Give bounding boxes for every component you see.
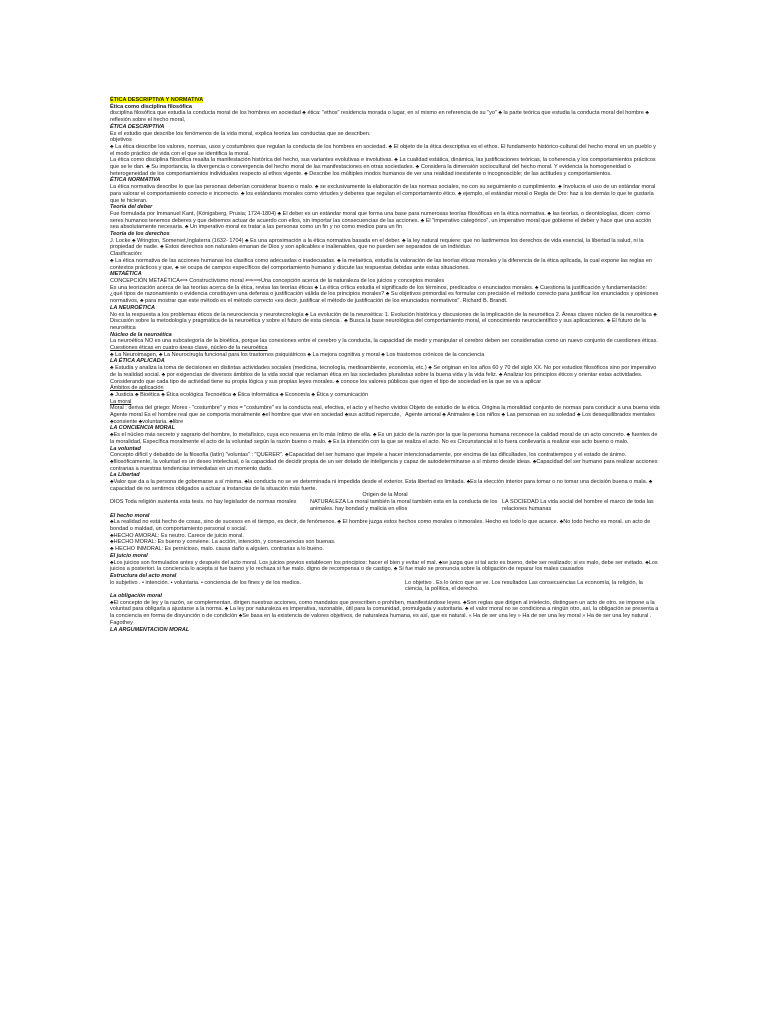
paragraph: La ética como disciplina filosófica resalta la manifestación histórica del hecho, sus variantes evolutivas e involutivas. ♣ La cualidad estática, dinámica, las justificaciones teóricas, la coherencia y los comportamientos prácticos que se le dan. ♣ Su importancia, la divergencia o convergencia del hecho moral de las manifestaciones en otras sociedades. ♣ Considera la dimensión sociocultural del hecho moral. Y evidencia la homogeneidad o heterogeneidad de los comportamientos individuales respecto al ethos vigente. ♣ Describe los múltiples modos humanos de ver una realidad inexistente o incognoscible; de las actitudes y comportamientos. xyxy=(110,157,656,177)
agente-amoral-cell: Agente amoral ♣ Animales ♣ Los niños ♣ Las personas en su soledad ♣ Los desequilibrados mentales xyxy=(405,412,655,419)
paragraph: ♣La realidad no está hecho de cosas, sino de sucesos en el tiempo, es decir, de fenómenos. ♣ El hombre juzga estos hechos como morales o inmorales. Hecho es todo lo que acaece. ♣No todo hecho es moral. un acto de bondad o maldad, un comportamiento personal o social. xyxy=(110,519,651,532)
origen-sociedad-cell: LA SOCIEDAD La vida social del hombre el marco de toda las relaciones humanas xyxy=(502,499,654,512)
origen-naturaleza-cell: NATURALEZA La moral también la moral también esta en la conducta de los animales. hay bondad y malicia en ellos xyxy=(310,499,498,512)
paragraph: ♣Valor que da a la persona de gobernarse a sí misma. ♣la conducta no se ve determinada ni impedida desde el exterior. Esta libertad es limitada. ♣Es la elección interior para tomar o no tomar una decisión buena o mala. ♣ capacidad de no sentirnos obligados a actuar a instancias de la situación más fuerte. xyxy=(110,479,653,492)
heading-obligacion-moral: La obligación moral xyxy=(110,593,162,600)
paragraph: Concepto difícil y debatido de la filosofía (latín) "voluntas" : "QUERER". ♣Capacidad del ser humano que impele a hacer intencionadamente, por encima de las dificultades, los contratiempos y el estado de ánimo. ♣filosóficamente, la voluntad es un deseo intelectual, o la capacidad de decidir propia de un ser dotado de inteligencia y capaz de autodeterminarse a sí mismo desde ideas. ♣Capacidad del ser humano para realizar acciones contrarias a nuestras tendencias inmediatas en un momento dado. xyxy=(110,452,658,472)
paragraph: ♣ La Neuroimagen, ♣ La Neurocirugía funcional para los trastornos psiquiátricos ♣ La mejora cognitiva y moral ♣ Los trastornos crónicos de la conciencia xyxy=(110,351,485,358)
paragraph: ♣ La ética describe los valores, normas, usos y costumbres que regulan la conducta de los hombres en sociedad. ♣ El objeto de la ética descriptiva es el ethos. El fundamento histórico-cultural del hecho moral en un pueblo y el modo práctico de vida con el que se identifica la moral. xyxy=(110,143,656,157)
paragraph: ♣ Estudia y analiza la toma de decisiones en distintas actividades sociales (medicina, tecnología, medioambiente, economía, etc.) ♣ Se originan en los años 60 y 70 del siglo XX. No por estudios filosóficos sino por imperativo de la realidad social. ♣ por exigencias de diversos ámbitos de la vida social que reclaman ética en las sociedades pluralistas sobre la buena vida y la vida feliz. ♣ Analizar los principios éticos y orientar estas actividades. Considerando que cada tipo de actividad tiene su propia lógica y sus propias leyes morales. ♣ conoce los valores públicos que rigen el tipo de sociedad en la que se va a aplicar xyxy=(110,365,657,385)
paragraph: La neuroética NO es una subcategoría de la bioética, porque las conexiones entre el cerebro y la conducta, la capacidad de medir y manipular el cerebro deben ser consideradas como un nuevo conjunto de cuestiones éticas. xyxy=(110,338,658,345)
paragraph: CONCEPCIÓN METAÉTICA⟺ Constructivismo moral ⟺⟹Una concepción acerca de la naturaleza de los juicios y conceptos morales xyxy=(110,277,445,284)
heading-metaetica: METAÉTICA xyxy=(110,271,142,278)
label-clasificacion: Clasificación: xyxy=(110,251,143,258)
paragraph: ♣ La ética normativa de las acciones humanas los clasifica como adecuadas o inadecuadas. ♣ la metaética, estudia la valoración de las teorías éticas morales y la diferencia de la ética aplicada, la cual expone las reglas en contextos prácticos y que, ♣ se ocupa de campos específicos del comportamiento humano y discute las respuestas debidas ante estas situaciones. xyxy=(110,257,652,271)
heading-etica-disciplina: Ética como disciplina filosófica xyxy=(110,103,192,110)
paragraph: Es una teorización acerca de las teorías acerca de la ética, revisa las teorías éticas ♣ La ética crítica estudia el significado de los términos, predicados o enunciados morales. ♣ Cuestiona la justificación y fundamentación: ¿qué tipos de razonamiento o evidencia constituyen una defensa o justificación válida de los principios morales? ♣ Su objetivos primordial es formular con precisión el método correcto para justificar los enunciados y opiniones normativos, ♣ para mostrar que este método es el método correcto «es decir, justificar el método de justificación de los enunciados normativos". Richard B. Brandt. xyxy=(110,284,659,305)
heading-nucleo-neuroetica: Núcleo de la neuroética xyxy=(110,331,172,338)
heading-cuestiones-eticas: Cuestiones éticas en cuatro áreas clave, núcleo de la neuroética xyxy=(110,345,268,352)
heading-neuroetica: LA NEUROÉTICA xyxy=(110,304,156,311)
list-item: ♣HECHO AMORAL: Es neutro. Carece de juicio moral. xyxy=(110,532,244,539)
heading-etica-descriptiva: ÉTICA DESCRIPTIVA xyxy=(110,123,165,130)
agente-moral-cell: Agente moral Es el hombre real que se comporta moralmente ♣el hombre que vive en sociedad ♣sus actitud repercute, ♣consiente ♣voluntaria. ♣libre xyxy=(110,412,401,425)
paragraph: Fue formulada por Immanuel Kant, (Königsberg, Prusia; 1724-1804) ♣ El deber es un estándar moral que forma una base para numerosas teorías filosóficas en la ética normativa. ♣ las teorías, o deontologías, dicen: como seres humanos tenemos deberes y que debemos actuar de acuerdo con ellos, sin importar las consecuencias de las acciones. ♣ El "imperativo categórico", un imperativo moral que gobierne el deber y hace que una acción sea absolutamente necesaria. ♣ Un imperativo moral es tratar a las personas como un fin y no como medios para un fin xyxy=(110,210,652,231)
heading-voluntad: La voluntad xyxy=(110,445,141,452)
heading-origen-moral: Origen de la Moral xyxy=(362,492,408,499)
heading-etica-aplicada: LA ÉTICA APLICADA xyxy=(110,358,165,365)
origen-dios-cell: DIOS Toda religión sustenta esta tesis. no hay legislador de normas morales xyxy=(110,499,297,506)
label-objetivos: objetivos xyxy=(110,137,132,144)
document-body xyxy=(110,97,660,633)
heading-la-moral: La moral xyxy=(110,398,132,405)
list-item: ♣ HECHO INMORAL: Es pernicioso, malo. causa daño a alguien. contrarias a lo bueno. xyxy=(110,546,324,553)
paragraph: ♣El concepto de ley y la razón, se complementan. dirigen nuestras acciones, como mandatos que prescriben o prohíben, manifestándose leyes. ♣Son reglas que dirigen al intelecto, distinguen un acto de otro. se impone a la voluntad para obligarla a ajustarse a la norma. ♣ La ley por naturaleza es imperativa, razonable, útil para la comunidad, promulgada y autoritaria. ♣ el valor moral no se condiciona a ningún otro, así, la obligación se presenta a la conciencia en forma de disyunción o de condición ♣Se basa en la existencia de valores objetivos, de naturaleza humana, es así, que es natural. « Ha de ser una ley » Ha de ser una ley moral » Ha de ser una ley natural . Fagothey xyxy=(110,599,659,626)
heading-libertad: La Libertad xyxy=(110,472,140,479)
title-highlight: ÉTICA DESCRIPTIVA Y NORMATIVA xyxy=(110,97,204,103)
list-item: ♣HECHO MORAL: Es bueno y conviene. La acción, intención, y consecuencias son buenas. xyxy=(110,539,336,546)
estructura-columns xyxy=(110,580,660,593)
agente-columns xyxy=(110,412,660,425)
heading-ambitos: Ámbitos de aplicación xyxy=(110,385,164,392)
paragraph: La ética normativa describe lo que las personas deberían considerar bueno o malo. ♣ se exclusivamente la elaboración de las normas sociales, no con su seguimiento o cumplimiento. ♣ Involucra el uso de un estándar moral para valorar el comportamiento correcto e incorrecto. ♣ los estándares morales como virtudes y deberes que regulan el comportamiento ético. ♣ ejemplo, el estándar moral o Regla de Oro: haz a los demás lo que te gustaría que te hicieran. xyxy=(110,184,656,204)
heading-teoria-derechos: Teoría de los derechos xyxy=(110,231,170,238)
document-title xyxy=(110,97,660,104)
heading-estructura-acto: Estructura del acto moral xyxy=(110,572,177,579)
heading-juicio-moral: El juicio moral xyxy=(110,552,148,559)
paragraph: No es la respuesta a los problemas éticos de la neurociencia y neurotecnología ♣ La evolución de la neuroética: 1. Evolución histórica y discusiones de la implicación de la neuroética 2. Áreas claves núcleo de la neuroética ♣ Discusión sobre la metodología y pragmática de la neuroética y sobre el futuro de esta ciencia . ♣ Busca la base neurológica del comportamiento moral, el conocimiento neurocientífico y sus aplicaciones. ♣ El futuro de la neuroética xyxy=(110,311,657,331)
heading-hecho-moral: El hecho moral xyxy=(110,512,150,519)
paragraph: ♣Es el núcleo más secreto y sagrario del hombre, lo metafísico, cuya eco resuena en lo más íntimo de ella. ♣ Es un juicio de la razón por la que la persona humana reconoce la calidad moral de un acto concreto. ♣ fuentes de la moralidad, Específica moralmente el acto de la voluntad según la razón bueno o malo. ♣ Es la intención con la que se realiza el acto. No es Circunstancial si lo fuera conllevaría a realizar ese acto bueno o malo. xyxy=(110,432,658,445)
paragraph: disciplina filosófica que estudia la conducta moral de los hombres en sociedad ♣ ética: "ethos" residencia morada o lugar, en sí mismo en referencia de su "yo" ♣ la parte teórica que estudia la conducta moral del hombre ♣ reflexión sobre el hecho moral, xyxy=(110,110,649,124)
heading-etica-normativa: ÉTICA NORMATIVA xyxy=(110,177,161,184)
paragraph: Moral : deriva del griego: Mores - "costumbre" y mos = "costumbre" es la conducta real, efectiva, el acto y el hecho vividos Objeto de estudio de la ética. Origina la moralidad conjunto de normas para conducir a una buena vida xyxy=(110,405,660,412)
paragraph: ♣ Justicia ♣ Bioética ♣ Ética ecológica Tecnoética ♣ Ética informática ♣ Economía ♣ Ética y comunicación xyxy=(110,391,369,398)
paragraph: Es el estudio que describe los fenómenos de la vida moral, explica teoriza las conductas que se describen. xyxy=(110,130,371,137)
paragraph: J. Locke ♣ Wrington, Somerset,Inglaterra (1632- 1704) ♣ Es una aproximación a la ética normativa basada en el deber. ♣ la ley natural requiere: que no lastimemos los derechos de vida esencial, la libertad la salud, ni la propiedad de nadie. ♣ Estos derechos son naturales emanan de Dios y son aplicables e inalienables, que no pueden ser separados de un individuo. xyxy=(110,237,644,251)
objetivo-cell: Lo objetivo . Es lo único que se ve. Los resultados Las consecuencias La economía, la religión, la ciencia, la política, el derecho. xyxy=(405,579,643,593)
heading-argumentacion-moral: LA ARGUMENTACION MORAL xyxy=(110,626,190,633)
paragraph: ♣Los juicios son formulados antes y después del acto moral. Los juicios previos establecen los principios: hacer el bien y evitar el mal. ♣se juzga que si tal acto es bueno, debe ser realizado; si es malo, debe ser evitado. ♣Los juicios a posteriori. la conciencia lo acepta si fue bueno y lo rechaza si fue malo. digno de recompensa o de castigo. ♣ Si fue malo se pronuncia sobre la obligación de reparar los males causados xyxy=(110,559,658,573)
origen-columns xyxy=(110,499,660,512)
subjetivo-cell: lo subjetivo . • intención. • voluntaria. • conciencia de los fines y de los medios. xyxy=(110,579,302,586)
heading-teoria-deber: Teoría del deber xyxy=(110,204,153,211)
heading-conciencia-moral: LA CONCIENCIA MORAL xyxy=(110,425,175,432)
